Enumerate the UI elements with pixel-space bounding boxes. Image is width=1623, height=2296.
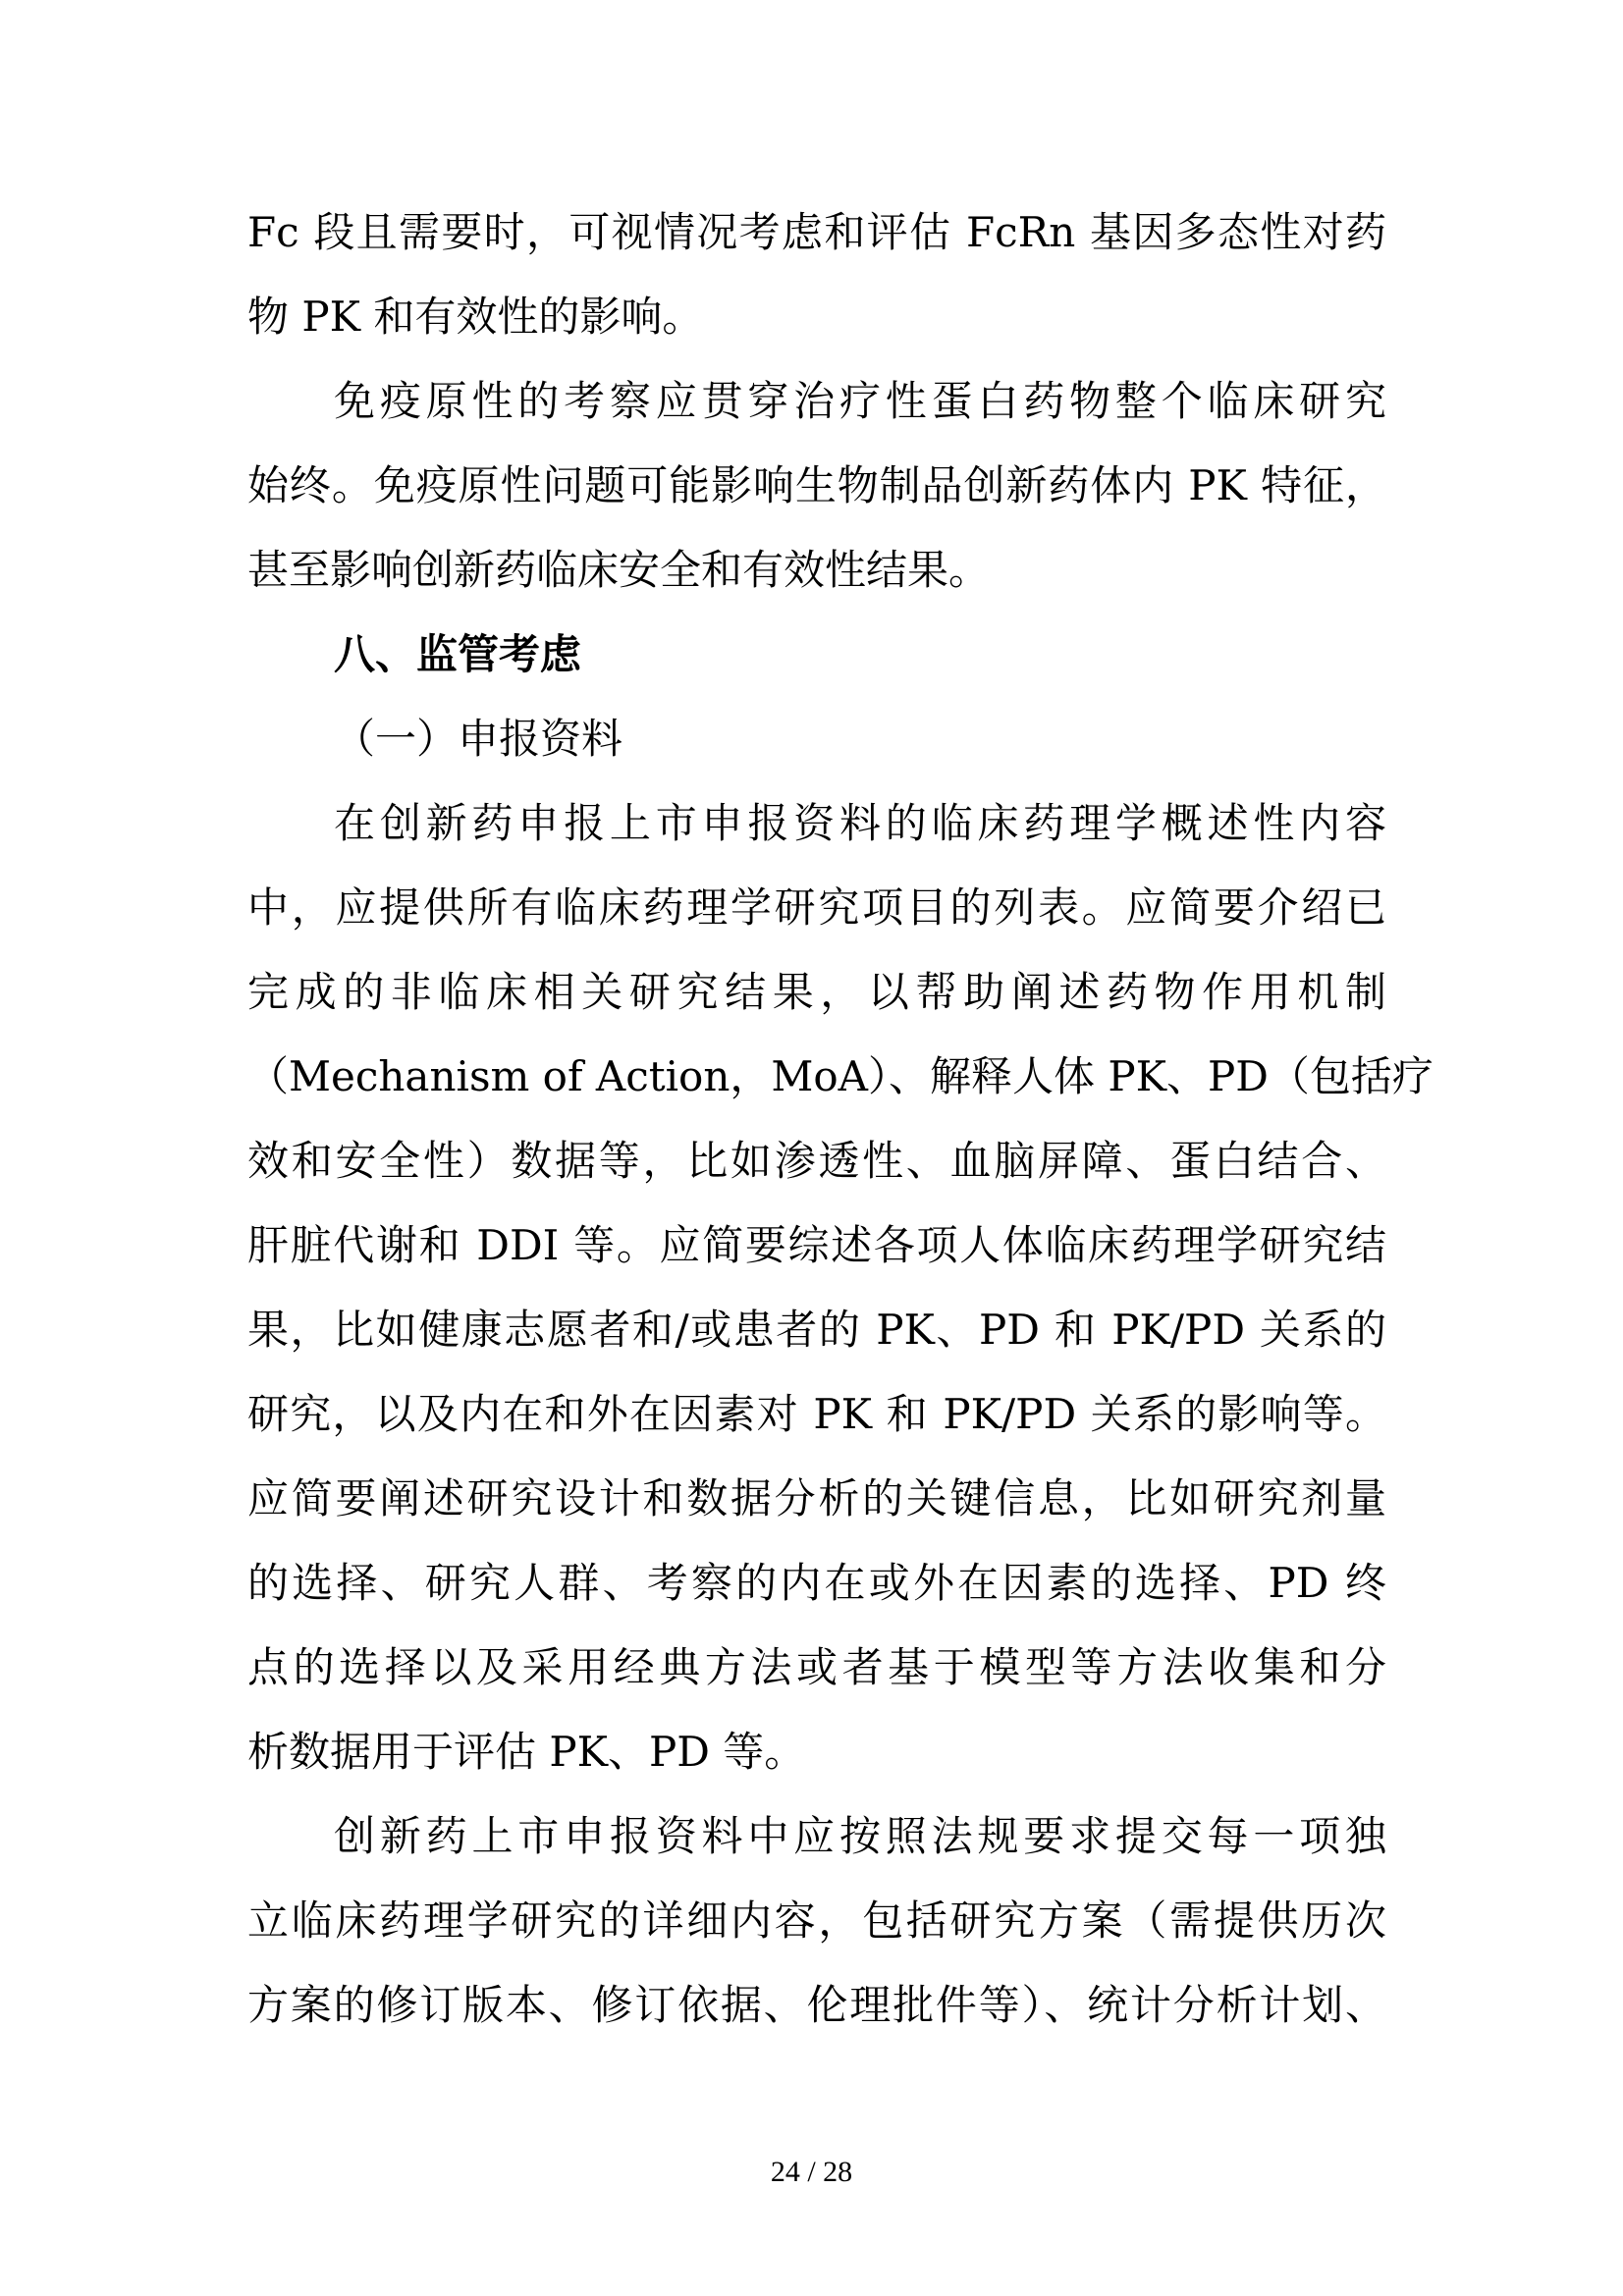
text-line: 创新药上市申报资料中应按照法规要求提交每一项独 [334,1812,1386,1860]
text-line: 肝脏代谢和 DDI 等。应简要综述各项人体临床药理学研究结 [247,1221,1386,1269]
text-line: 在创新药申报上市申报资料的临床药理学概述性内容 [334,799,1386,847]
text-line: 点的选择以及采用经典方法或者基于模型等方法收集和分 [247,1643,1386,1691]
text-line: 效和安全性）数据等，比如渗透性、血脑屏障、蛋白结合、 [247,1137,1386,1185]
text-line: 始终。免疫原性问题可能影响生物制品创新药体内 PK 特征， [247,461,1386,509]
text-line: 中，应提供所有临床药理学研究项目的列表。应简要介绍已 [247,883,1386,932]
page-number: 24 / 28 [770,2156,853,2188]
text-line: （Mechanism of Action，MoA）、解释人体 PK、PD（包括疗 [247,1052,1434,1100]
text-line: 析数据用于评估 PK、PD 等。 [247,1728,806,1776]
text-line: 免疫原性的考察应贯穿治疗性蛋白药物整个临床研究 [334,377,1386,425]
text-line: 方案的修订版本、修订依据、伦理批件等）、统计分析计划、 [247,1981,1386,2029]
text-line: 研究，以及内在和外在因素对 PK 和 PK/PD 关系的影响等。 [247,1390,1386,1438]
subsection-heading: （一）申报资料 [334,715,623,763]
text-line: 的选择、研究人群、考察的内在或外在因素的选择、PD 终 [247,1559,1386,1607]
section-heading: 八、监管考虑 [334,630,582,678]
text-line: 应简要阐述研究设计和数据分析的关键信息，比如研究剂量 [247,1474,1386,1522]
text-line: 完成的非临床相关研究结果，以帮助阐述药物作用机制 [247,968,1386,1016]
text-line: 物 PK 和有效性的影响。 [247,293,704,341]
text-line: Fc 段且需要时，可视情况考虑和评估 FcRn 基因多态性对药 [247,208,1386,256]
text-line: 果，比如健康志愿者和/或患者的 PK、PD 和 PK/PD 关系的 [247,1306,1386,1354]
text-line: 立临床药理学研究的详细内容，包括研究方案（需提供历次 [247,1896,1386,1945]
text-line: 甚至影响创新药临床安全和有效性结果。 [247,546,991,594]
